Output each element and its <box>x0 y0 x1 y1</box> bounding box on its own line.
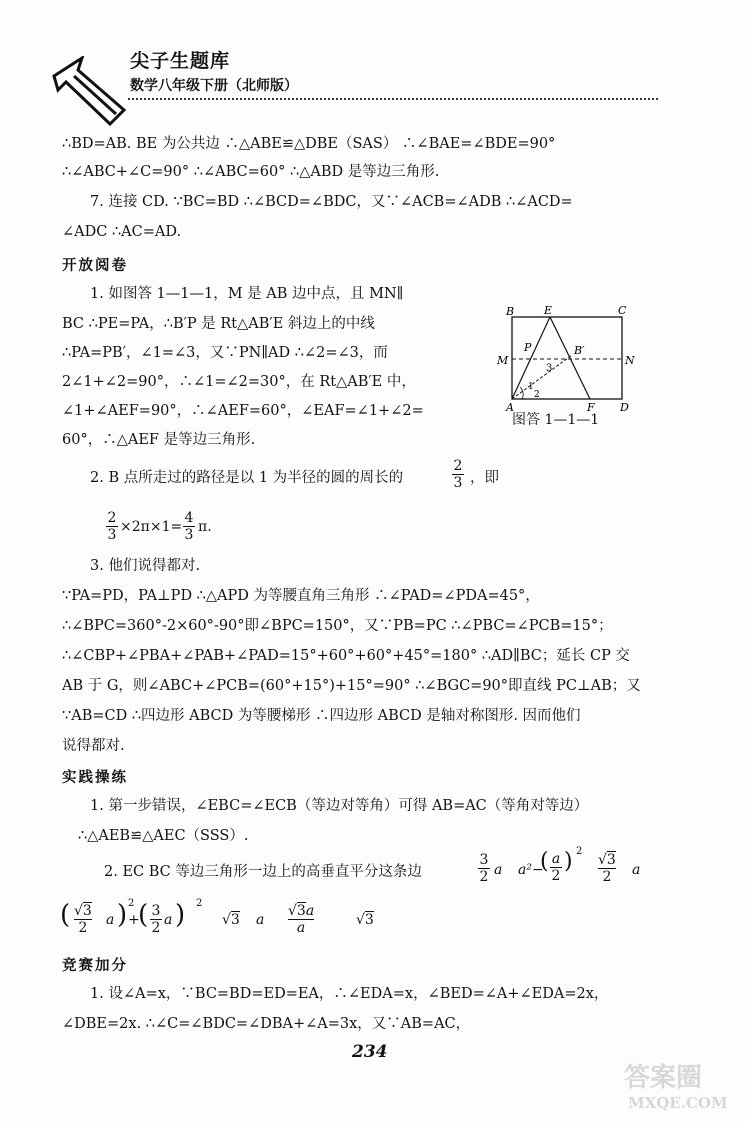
text-line: AB 于 G，则∠ABC+∠PCB=(60°+15°)+15°=90° ∴∠BGC=90°即直线 PC⊥AB；又 <box>62 678 641 694</box>
fraction-denominator: 2 <box>74 919 92 936</box>
section-heading: 开放阅卷 <box>62 258 128 274</box>
exponent: 2 <box>576 846 583 857</box>
fraction-denominator: 2 <box>479 869 489 885</box>
text-line: ∴△AEB≌△AEC（SSS）. <box>78 828 249 844</box>
math-var: a <box>305 903 315 919</box>
label-C: C <box>618 304 627 317</box>
text-line: 说得都对. <box>62 738 125 754</box>
label-N: N <box>625 354 635 367</box>
text-line: ∠ADC ∴AC=AD. <box>62 224 182 240</box>
radicand: 3 <box>82 903 92 919</box>
svg-text:答案圈: 答案圈 <box>624 1063 703 1093</box>
text-line: 1. 第一步错误，∠EBC=∠ECB（等边对等角）可得 AB=AC（等角对等边） <box>90 798 589 814</box>
label-F: F <box>587 401 595 414</box>
text-line: 2. B 点所走过的路径是以 1 为半径的圆的周长的 <box>90 470 404 486</box>
text-line: ∴BD=AB. BE 为公共边 ∴△ABE≌△DBE（SAS） ∴∠BAE=∠BDE=90° <box>62 136 556 152</box>
text-line: ，即 <box>470 470 499 486</box>
label-B: B <box>506 305 515 318</box>
fraction-numerator: a <box>551 851 561 867</box>
fraction-denominator: 3 <box>184 527 194 543</box>
radicand: 3 <box>296 903 306 919</box>
math-expression: π. <box>198 519 212 535</box>
fraction-denominator: 2 <box>151 920 161 936</box>
text-line: ∵AB=CD ∴四边形 ABCD 为等腰梯形 ∴四边形 ABCD 是轴对称图形. 因而他们 <box>62 708 581 724</box>
math-var: a <box>164 912 173 928</box>
label-3: 3 <box>546 363 553 374</box>
text-line: ∴∠CBP+∠PBA+∠PAB+∠PAD=15°+60°+60°+45°=180° ∴AD∥BC；延长 CP 交 <box>62 648 630 664</box>
section-heading: 竞赛加分 <box>62 958 128 974</box>
book-title: 尖子生题库 <box>130 50 231 72</box>
radicand: 3 <box>230 912 240 928</box>
text-line: ∴PA=PB′，∠1=∠3，又∵PN∥AD ∴∠2=∠3，而 <box>62 345 388 361</box>
label-2: 2 <box>534 390 540 400</box>
fraction-numerator: 3 <box>479 852 489 868</box>
arrow-logo-icon <box>52 56 126 126</box>
label-M: M <box>497 354 509 367</box>
header-divider <box>128 98 658 100</box>
section-heading: 实践操练 <box>62 770 128 786</box>
text-line: 1. 如图答 1—1—1，M 是 AB 边中点，且 MN∥ <box>90 286 404 302</box>
math-expression: ×2π×1= <box>120 519 183 535</box>
text-line: ∴∠ABC+∠C=90° ∴∠ABC=60° ∴△ABD 是等边三角形. <box>62 164 440 180</box>
label-A: A <box>506 401 514 414</box>
label-E: E <box>544 304 553 317</box>
fraction-numerator: 4 <box>184 510 194 526</box>
fraction-numerator: 3 <box>151 903 161 919</box>
math-var: a <box>106 912 115 928</box>
fraction-numerator: 2 <box>107 510 117 526</box>
exponent: 2 <box>196 898 203 909</box>
radicand: 3 <box>606 852 616 868</box>
text-line: BC ∴PE=PA，∴B′P 是 Rt△AB′E 斜边上的中线 <box>62 316 375 332</box>
fraction-denominator: 3 <box>107 527 117 543</box>
text-line: ∠1+∠AEF=90°，∴∠AEF=60°，∠EAF=∠1+∠2= <box>62 403 424 419</box>
text-line: ∴∠BPC=360°-2×60°-90°即∠BPC=150°，又∵PB=PC ∴∠PBC=∠PCB=15°； <box>62 618 613 634</box>
exponent: 2 <box>128 898 135 909</box>
fraction-denominator: 2 <box>551 868 561 884</box>
math-var: a <box>494 862 503 878</box>
svg-text:MXQE.COM: MXQE.COM <box>628 1094 728 1112</box>
text-line: 2. EC BC 等边三角形一边上的高垂直平分这条边 <box>104 864 422 880</box>
label-P: P <box>524 341 532 354</box>
fraction-denominator: a <box>288 919 314 936</box>
label-D: D <box>620 401 629 414</box>
radicand: 3 <box>364 912 374 928</box>
plus: + <box>128 912 140 928</box>
figure-caption: 图答 1—1—1 <box>512 412 600 428</box>
fraction-denominator: 3 <box>453 475 463 491</box>
label-1: 1 <box>528 382 534 392</box>
page-number: 234 <box>352 1042 388 1062</box>
watermark-logo <box>620 1058 740 1114</box>
text-line: 3. 他们说得都对. <box>90 558 201 574</box>
label-Bprime: B′ <box>574 344 585 357</box>
text-line: ∵PA=PD，PA⊥PD ∴△APD 为等腰直角三角形 ∴∠PAD=∠PDA=45°， <box>62 588 540 604</box>
fraction-denominator: 2 <box>598 868 616 885</box>
fraction-numerator: 2 <box>453 458 463 474</box>
book-subtitle: 数学八年级下册（北师版） <box>130 78 298 94</box>
text-line: 60°，∴△AEF 是等边三角形. <box>62 432 256 448</box>
math-expression: a²− <box>518 862 544 878</box>
math-var: a <box>632 862 641 878</box>
math-var: a <box>256 912 265 928</box>
text-line: 7. 连接 CD. ∵BC=BD ∴∠BCD=∠BDC，又∵∠ACB=∠ADB ∴∠ACD= <box>90 194 573 210</box>
textbook-page: 尖子生题库 数学八年级下册（北师版） ∴BD=AB. BE 为公共边 ∴△ABE≌△DBE（SAS） ∴∠BAE=∠BDE=90° ∴∠ABC+∠C=90° ∴∠ABC=60° ∴△ABD 是等边三角形. 7. 连接 CD. ∵BC=BD ∴∠BCD=∠BDC，又∵∠ACB=∠ADB ∴∠ACD= ∠ADC ∴AC=AD. 开放阅卷 1. 如图答 1—1—1，M 是 AB 边中点，且 MN∥ BC ∴PE=PA，∴B′P 是 Rt△AB′E 斜边上的中线 ∴PA=PB′，∠1=∠3，又∵PN∥AD ∴∠2=∠3，而 2∠1+∠2=90°，∴∠1=∠2=30°，在 Rt△AB′E 中， ∠1+∠AEF=90°，∴∠AEF=60°，∠EAF=∠1+∠2= 60°，∴△AEF 是等边三角形. B E C P B′ M N 3 1 2 A F D 图答 1—1—1 2. B 点所走过的路径是以 1 为半径的圆的周长的 $\frac{2}{3}$ ，即 $\frac{2}{3}$ ×2π×1= $\frac{4}{3}$ π. 3. 他们说得都对. ∵PA=PD，PA⊥PD ∴△APD 为等腰直角三角形 ∴∠PAD=∠PDA=45°， ∴∠BPC=360°-2×60°-90°即∠BPC=150°，又∵PB=PC ∴∠PBC=∠PCB=15°； ∴∠CBP+∠PBA+∠PAB+∠PAD=15°+60°+60°+45°=180° ∴AD∥BC；延长 CP 交 AB 于 G，则∠ABC+∠PCB=(60°+15°)+15°=90° ∴∠BGC=90°即直线 PC⊥AB；又 ∵AB=CD ∴四边形 ABCD 为等腰梯形 ∴四边形 ABCD 是轴对称图形. 因而他们 说得都对. 实践操练 1. 第一步错误，∠EBC=∠ECB（等边对等角）可得 AB=AC（等角对等边） ∴△AEB≌△AEC（SSS）. 2. EC BC 等边三角形一边上的高垂直平分这条边 $\frac{3}{2}$ a a²− ( $\frac{a}{2}$ ) 2 √3 2 a ( √3 2 a ) 2 + ( $\frac{3}{2}$ a ) 2 √3 a √3a a √3 竞赛加分 1. 设∠A=x，∵BC=BD=ED=EA，∴∠EDA=x，∠BED=∠A+∠EDA=2x， ∠DBE=2x. ∴∠C=∠BDC=∠DBA+∠A=3x，又∵AB=AC， 234 答案圈 MXQE.COM <box>0 0 750 1121</box>
text-line: 1. 设∠A=x，∵BC=BD=ED=EA，∴∠EDA=x，∠BED=∠A+∠EDA=2x， <box>90 986 609 1002</box>
text-line: 2∠1+∠2=90°，∴∠1=∠2=30°，在 Rt△AB′E 中， <box>62 374 416 390</box>
text-line: ∠DBE=2x. ∴∠C=∠BDC=∠DBA+∠A=3x，又∵AB=AC， <box>62 1016 471 1032</box>
